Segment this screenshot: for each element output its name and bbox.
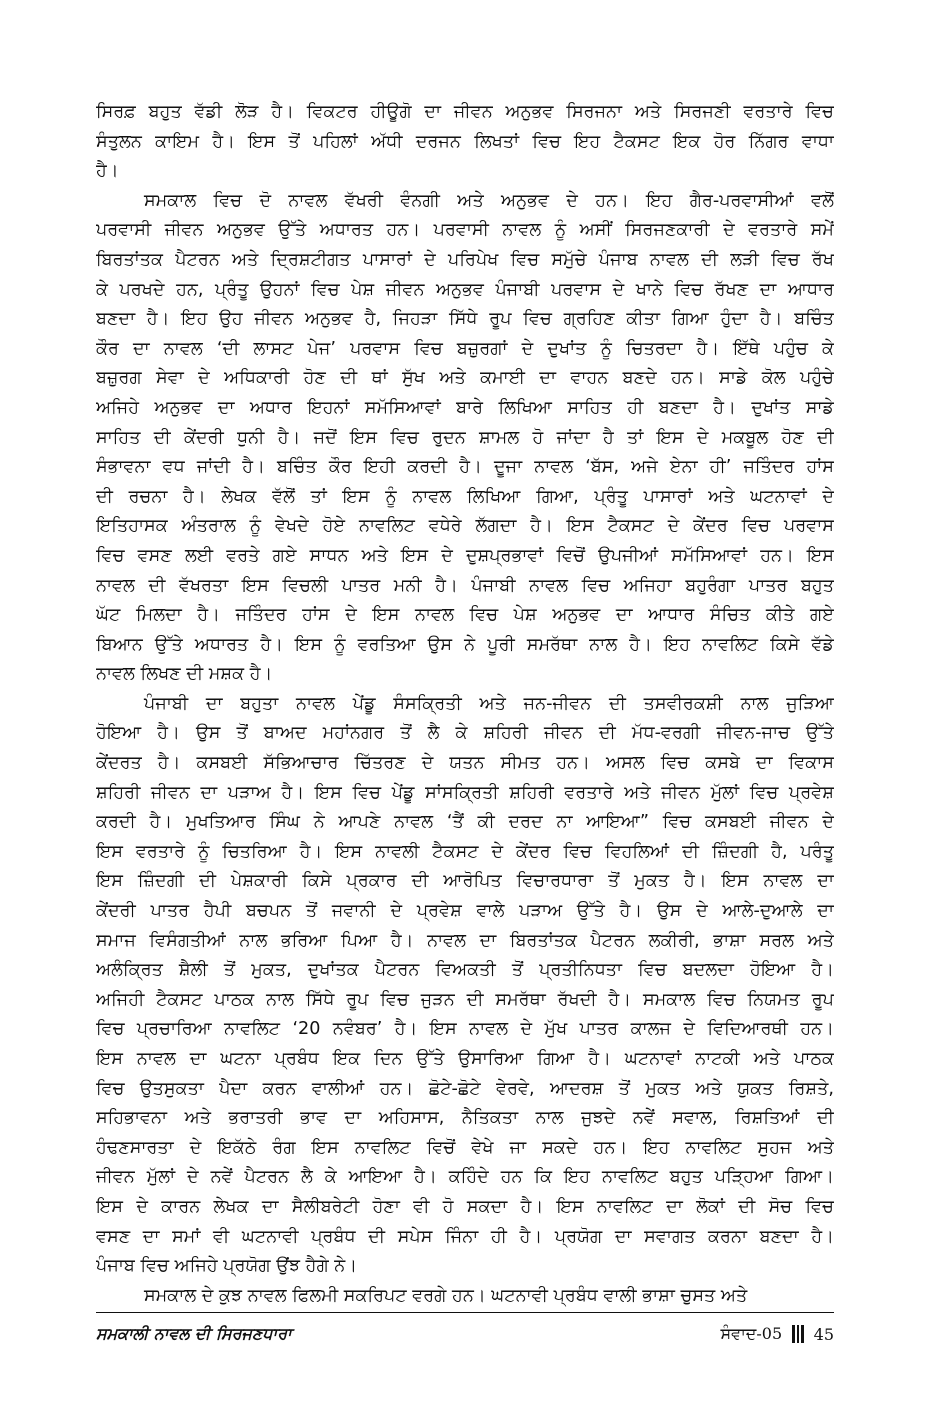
text-line: ਇਤਿਹਾਸਕ ਅੰਤਰਾਲ ਨੂੰ ਵੇਖਦੇ ਹੋਏ ਨਾਵਲਿਟ ਵਧੇਰੇ ਲੱਗਦਾ ਹੈ। ਇਸ ਟੈਕਸਟ ਦੇ ਕੇਂਦਰ ਵਿਚ ਪਰਵਾਸ — [96, 516, 834, 537]
text-line: ਸੰਭਾਵਨਾ ਵਧ ਜਾਂਦੀ ਹੈ। ਬਚਿੰਤ ਕੌਰ ਇਹੀ ਕਰਦੀ ਹੈ। ਦੂਜਾ ਨਾਵਲ ‘ਬੱਸ, ਅਜੇ ਏਨਾ ਹੀ’ ਜਤਿੰਦਰ ਹਾਂਸ — [96, 457, 834, 478]
text-line: ਕੇਂਦਰੀ ਪਾਤਰ ਹੈਪੀ ਬਚਪਨ ਤੋਂ ਜਵਾਨੀ ਦੇ ਪ੍ਰਵੇਸ਼ ਵਾਲੇ ਪੜਾਅ ਉੱਤੇ ਹੈ। ਉਸ ਦੇ ਆਲੇ-ਦੁਆਲੇ ਦਾ — [96, 901, 834, 922]
text-line: ਸ਼ਹਿਰੀ ਜੀਵਨ ਦਾ ਪੜਾਅ ਹੈ। ਇਸ ਵਿਚ ਪੇਂਡੂ ਸਾਂਸਕ੍ਰਿਤੀ ਸ਼ਹਿਰੀ ਵਰਤਾਰੇ ਅਤੇ ਜੀਵਨ ਮੁੱਲਾਂ ਵਿਚ ਪ੍ਰਵੇਸ਼ — [96, 782, 834, 803]
text-line: ਪੰਜਾਬ ਵਿਚ ਅਜਿਹੇ ਪ੍ਰਯੋਗ ਉਂਝ ਹੈਗੇ ਨੇ। — [96, 1256, 358, 1277]
text-line: ਸਹਿਭਾਵਨਾ ਅਤੇ ਭਰਾਤਰੀ ਭਾਵ ਦਾ ਅਹਿਸਾਸ, ਨੈਤਿਕਤਾ ਨਾਲ ਜੁਝਦੇ ਨਵੇਂ ਸਵਾਲ, ਰਿਸ਼ਤਿਆਂ ਦੀ — [96, 1108, 834, 1129]
text-line: ਦੀ ਰਚਨਾ ਹੈ। ਲੇਖਕ ਵੱਲੋਂ ਤਾਂ ਇਸ ਨੂੰ ਨਾਵਲ ਲਿਖਿਆ ਗਿਆ, ਪ੍ਰੰਤੂ ਪਾਸਾਰਾਂ ਅਤੇ ਘਟਨਾਵਾਂ ਦੇ — [96, 486, 834, 507]
footer-rule — [96, 1312, 834, 1313]
separator-bars-icon — [792, 1325, 804, 1343]
text-line: ਸਮਕਾਲ ਵਿਚ ਦੋ ਨਾਵਲ ਵੱਖਰੀ ਵੰਨਗੀ ਅਤੇ ਅਨੁਭਵ ਦੇ ਹਨ। ਇਹ ਗੈਰ-ਪਰਵਾਸੀਆਂ ਵਲੋਂ — [144, 190, 834, 211]
text-line: ਵਿਚ ਵਸਣ ਲਈ ਵਰਤੇ ਗਏ ਸਾਧਨ ਅਤੇ ਇਸ ਦੇ ਦੁਸ਼ਪ੍ਰਭਾਵਾਂ ਵਿਚੋਂ ਉਪਜੀਆਂ ਸਮੱਸਿਆਵਾਂ ਹਨ। ਇਸ — [96, 545, 834, 566]
text-line: ਕੌਰ ਦਾ ਨਾਵਲ ‘ਦੀ ਲਾਸਟ ਪੇਜ’ ਪਰਵਾਸ ਵਿਚ ਬਜ਼ੁਰਗਾਂ ਦੇ ਦੁਖਾਂਤ ਨੂੰ ਚਿਤਰਦਾ ਹੈ। ਇੱਥੇ ਪਹੁੰਚ ਕੇ — [96, 338, 834, 359]
text-line: ਵਿਚ ਪ੍ਰਚਾਰਿਆ ਨਾਵਲਿਟ ‘20 ਨਵੰਬਰ’ ਹੈ। ਇਸ ਨਾਵਲ ਦੇ ਮੁੱਖ ਪਾਤਰ ਕਾਲਜ ਦੇ ਵਿਦਿਆਰਥੀ ਹਨ। — [96, 1019, 834, 1040]
text-line: ਇਸ ਜ਼ਿੰਦਗੀ ਦੀ ਪੇਸ਼ਕਾਰੀ ਕਿਸੇ ਪ੍ਰਕਾਰ ਦੀ ਆਰੋਪਿਤ ਵਿਚਾਰਧਾਰਾ ਤੋਂ ਮੁਕਤ ਹੈ। ਇਸ ਨਾਵਲ ਦਾ — [96, 871, 834, 892]
text-line: ਜੀਵਨ ਮੁੱਲਾਂ ਦੇ ਨਵੇਂ ਪੈਟਰਨ ਲੈ ਕੇ ਆਇਆ ਹੈ। ਕਹਿੰਦੇ ਹਨ ਕਿ ਇਹ ਨਾਵਲਿਟ ਬਹੁਤ ਪੜ੍ਹਿਆ ਗਿਆ। — [96, 1167, 834, 1188]
text-line: ਸੰਤੁਲਨ ਕਾਇਮ ਹੈ। ਇਸ ਤੋਂ ਪਹਿਲਾਂ ਅੱਧੀ ਦਰਜਨ ਲਿਖਤਾਂ ਵਿਚ ਇਹ ਟੈਕਸਟ ਇਕ ਹੋਰ ਨਿੱਗਰ ਵਾਧਾ — [96, 131, 834, 152]
text-line: ਬਿਰਤਾਂਤਕ ਪੈਟਰਨ ਅਤੇ ਦ੍ਰਿਸ਼ਟੀਗਤ ਪਾਸਾਰਾਂ ਦੇ ਪਰਿਪੇਖ ਵਿਚ ਸਮੁੱਚੇ ਪੰਜਾਬ ਨਾਵਲ ਦੀ ਲੜੀ ਵਿਚ ਰੱਖ — [96, 249, 834, 270]
page-footer — [96, 1322, 834, 1352]
text-line: ਕੇਂਦਰਤ ਹੈ। ਕਸਬਈ ਸੱਭਿਆਚਾਰ ਚਿੱਤਰਣ ਦੇ ਯਤਨ ਸੀਮਤ ਹਨ। ਅਸਲ ਵਿਚ ਕਸਬੇ ਦਾ ਵਿਕਾਸ — [96, 753, 834, 774]
text-line: ਅਜਿਹੀ ਟੈਕਸਟ ਪਾਠਕ ਨਾਲ ਸਿੱਧੇ ਰੂਪ ਵਿਚ ਜੁੜਨ ਦੀ ਸਮਰੱਥਾ ਰੱਖਦੀ ਹੈ। ਸਮਕਾਲ ਵਿਚ ਨਿਯਮਤ ਰੂਪ — [96, 989, 834, 1010]
page-number: 45 — [813, 1324, 834, 1344]
text-line: ਹੰਢਣਸਾਰਤਾ ਦੇ ਇਕੱਠੇ ਰੰਗ ਇਸ ਨਾਵਲਿਟ ਵਿਚੋਂ ਵੇਖੇ ਜਾ ਸਕਦੇ ਹਨ। ਇਹ ਨਾਵਲਿਟ ਸੁਹਜ ਅਤੇ — [96, 1137, 834, 1158]
text-line: ਬਣਦਾ ਹੈ। ਇਹ ਉਹ ਜੀਵਨ ਅਨੁਭਵ ਹੈ, ਜਿਹੜਾ ਸਿੱਧੇ ਰੂਪ ਵਿਚ ਗ੍ਰਹਿਣ ਕੀਤਾ ਗਿਆ ਹੁੰਦਾ ਹੈ। ਬਚਿੰਤ — [96, 309, 834, 330]
text-line: ਹੋਇਆ ਹੈ। ਉਸ ਤੋਂ ਬਾਅਦ ਮਹਾਂਨਗਰ ਤੋਂ ਲੈ ਕੇ ਸ਼ਹਿਰੀ ਜੀਵਨ ਦੀ ਮੱਧ-ਵਰਗੀ ਜੀਵਨ-ਜਾਚ ਉੱਤੇ — [96, 723, 834, 744]
footer-right — [721, 1324, 834, 1344]
text-line: ਵਸਣ ਦਾ ਸਮਾਂ ਵੀ ਘਟਨਾਵੀ ਪ੍ਰਬੰਧ ਦੀ ਸਪੇਸ ਜਿੰਨਾ ਹੀ ਹੈ। ਪ੍ਰਯੋਗ ਦਾ ਸਵਾਗਤ ਕਰਨਾ ਬਣਦਾ ਹੈ। — [96, 1226, 834, 1247]
paragraph — [96, 187, 834, 690]
running-title: ਸਮਕਾਲੀ ਨਾਵਲ ਦੀ ਸਿਰਜਣਧਾਰਾ — [96, 1324, 292, 1343]
text-line: ਸਮਕਾਲ ਦੇ ਕੁਝ ਨਾਵਲ ਫਿਲਮੀ ਸਕਰਿਪਟ ਵਰਗੇ ਹਨ। ਘਟਨਾਵੀ ਪ੍ਰਬੰਧ ਵਾਲੀ ਭਾਸ਼ਾ ਚੁਸਤ ਅਤੇ — [144, 1285, 748, 1306]
text-line: ਅਲੰਕ੍ਰਿਤ ਸ਼ੈਲੀ ਤੋਂ ਮੁਕਤ, ਦੁਖਾਂਤਕ ਪੈਟਰਨ ਵਿਅਕਤੀ ਤੋਂ ਪ੍ਰਤੀਨਿਧਤਾ ਵਿਚ ਬਦਲਦਾ ਹੋਇਆ ਹੈ। — [96, 960, 834, 981]
text-line: ਇਸ ਵਰਤਾਰੇ ਨੂੰ ਚਿਤਰਿਆ ਹੈ। ਇਸ ਨਾਵਲੀ ਟੈਕਸਟ ਦੇ ਕੇਂਦਰ ਵਿਚ ਵਿਹਲਿਆਂ ਦੀ ਜ਼ਿੰਦਗੀ ਹੈ, ਪਰੰਤੂ — [96, 841, 834, 862]
text-line: ਬਜ਼ੁਰਗ ਸੇਵਾ ਦੇ ਅਧਿਕਾਰੀ ਹੋਣ ਦੀ ਥਾਂ ਸੁੱਖ ਅਤੇ ਕਮਾਈ ਦਾ ਵਾਹਨ ਬਣਦੇ ਹਨ। ਸਾਡੇ ਕੋਲ ਪਹੁੰਚੇ — [96, 368, 834, 389]
text-line: ਬਿਆਨ ਉੱਤੇ ਅਧਾਰਤ ਹੈ। ਇਸ ਨੂੰ ਵਰਤਿਆ ਉਸ ਨੇ ਪੂਰੀ ਸਮਰੱਥਾ ਨਾਲ ਹੈ। ਇਹ ਨਾਵਲਿਟ ਕਿਸੇ ਵੱਡੇ — [96, 634, 834, 655]
text-line: ਪੰਜਾਬੀ ਦਾ ਬਹੁਤਾ ਨਾਵਲ ਪੇਂਡੂ ਸੰਸਕ੍ਰਿਤੀ ਅਤੇ ਜਨ-ਜੀਵਨ ਦੀ ਤਸਵੀਰਕਸ਼ੀ ਨਾਲ ਜੁੜਿਆ — [144, 693, 834, 714]
text-line: ਇਸ ਨਾਵਲ ਦਾ ਘਟਨਾ ਪ੍ਰਬੰਧ ਇਕ ਦਿਨ ਉੱਤੇ ਉਸਾਰਿਆ ਗਿਆ ਹੈ। ਘਟਨਾਵਾਂ ਨਾਟਕੀ ਅਤੇ ਪਾਠਕ — [96, 1049, 834, 1069]
paragraph — [96, 1282, 834, 1312]
page-body — [96, 98, 834, 1311]
text-line: ਇਸ ਦੇ ਕਾਰਨ ਲੇਖਕ ਦਾ ਸੈਲੀਬਰੇਟੀ ਹੋਣਾ ਵੀ ਹੋ ਸਕਦਾ ਹੈ। ਇਸ ਨਾਵਲਿਟ ਦਾ ਲੋਕਾਂ ਦੀ ਸੋਚ ਵਿਚ — [96, 1196, 834, 1217]
text-line: ਪਰਵਾਸੀ ਜੀਵਨ ਅਨੁਭਵ ਉੱਤੇ ਅਧਾਰਤ ਹਨ। ਪਰਵਾਸੀ ਨਾਵਲ ਨੂੰ ਅਸੀਂ ਸਿਰਜਣਕਾਰੀ ਦੇ ਵਰਤਾਰੇ ਸਮੇਂ — [96, 220, 834, 241]
text-line: ਕਰਦੀ ਹੈ। ਮੁਖਤਿਆਰ ਸਿੰਘ ਨੇ ਆਪਣੇ ਨਾਵਲ ‘ਤੈਂ ਕੀ ਦਰਦ ਨਾ ਆਇਆ” ਵਿਚ ਕਸਬਈ ਜੀਵਨ ਦੇ — [96, 812, 834, 833]
text-line: ਹੈ। — [96, 161, 119, 182]
journal-name: ਸੰਵਾਦ-05 — [720, 1324, 783, 1343]
text-line: ਘੱਟ ਮਿਲਦਾ ਹੈ। ਜਤਿੰਦਰ ਹਾਂਸ ਦੇ ਇਸ ਨਾਵਲ ਵਿਚ ਪੇਸ਼ ਅਨੁਭਵ ਦਾ ਆਧਾਰ ਸੰਚਿਤ ਕੀਤੇ ਗਏ — [96, 605, 834, 626]
text-line: ਵਿਚ ਉਤਸੁਕਤਾ ਪੈਦਾ ਕਰਨ ਵਾਲੀਆਂ ਹਨ। ਛੋਟੇ-ਛੋਟੇ ਵੇਰਵੇ, ਆਦਰਸ਼ ਤੋਂ ਮੁਕਤ ਅਤੇ ਯੁਕਤ ਰਿਸ਼ਤੇ, — [96, 1078, 834, 1099]
text-line: ਕੇ ਪਰਖਦੇ ਹਨ, ਪ੍ਰੰਤੂ ਉਹਨਾਂ ਵਿਚ ਪੇਸ਼ ਜੀਵਨ ਅਨੁਭਵ ਪੰਜਾਬੀ ਪਰਵਾਸ ਦੇ ਖਾਨੇ ਵਿਚ ਰੱਖਣ ਦਾ ਆਧਾਰ — [96, 279, 834, 300]
paragraph — [96, 98, 834, 187]
paragraph — [96, 690, 834, 1282]
text-line: ਨਾਵਲ ਦੀ ਵੱਖਰਤਾ ਇਸ ਵਿਚਲੀ ਪਾਤਰ ਮਨੀ ਹੈ। ਪੰਜਾਬੀ ਨਾਵਲ ਵਿਚ ਅਜਿਹਾ ਬਹੁਰੰਗਾ ਪਾਤਰ ਬਹੁਤ — [96, 575, 834, 596]
text-line: ਨਾਵਲ ਲਿਖਣ ਦੀ ਮਸ਼ਕ ਹੈ। — [96, 664, 273, 685]
paragraphs — [96, 98, 834, 1311]
text-line: ਸਾਹਿਤ ਦੀ ਕੇਂਦਰੀ ਧੁਨੀ ਹੈ। ਜਦੋਂ ਇਸ ਵਿਚ ਰੁਦਨ ਸ਼ਾਮਲ ਹੋ ਜਾਂਦਾ ਹੈ ਤਾਂ ਇਸ ਦੇ ਮਕਬੂਲ ਹੋਣ ਦੀ — [96, 427, 834, 448]
text-line: ਅਜਿਹੇ ਅਨੁਭਵ ਦਾ ਅਧਾਰ ਇਹਨਾਂ ਸਮੱਸਿਆਵਾਂ ਬਾਰੇ ਲਿਖਿਆ ਸਾਹਿਤ ਹੀ ਬਣਦਾ ਹੈ। ਦੁਖਾਂਤ ਸਾਡੇ — [96, 397, 834, 418]
text-line: ਸਮਾਜ ਵਿਸੰਗਤੀਆਂ ਨਾਲ ਭਰਿਆ ਪਿਆ ਹੈ। ਨਾਵਲ ਦਾ ਬਿਰਤਾਂਤਕ ਪੈਟਰਨ ਲਕੀਰੀ, ਭਾਸ਼ਾ ਸਰਲ ਅਤੇ — [96, 930, 834, 951]
text-line: ਸਿਰਫ਼ ਬਹੁਤ ਵੱਡੀ ਲੋੜ ਹੈ। ਵਿਕਟਰ ਹੀਊਗੋ ਦਾ ਜੀਵਨ ਅਨੁਭਵ ਸਿਰਜਨਾ ਅਤੇ ਸਿਰਜਣੀ ਵਰਤਾਰੇ ਵਿਚ — [96, 102, 834, 122]
